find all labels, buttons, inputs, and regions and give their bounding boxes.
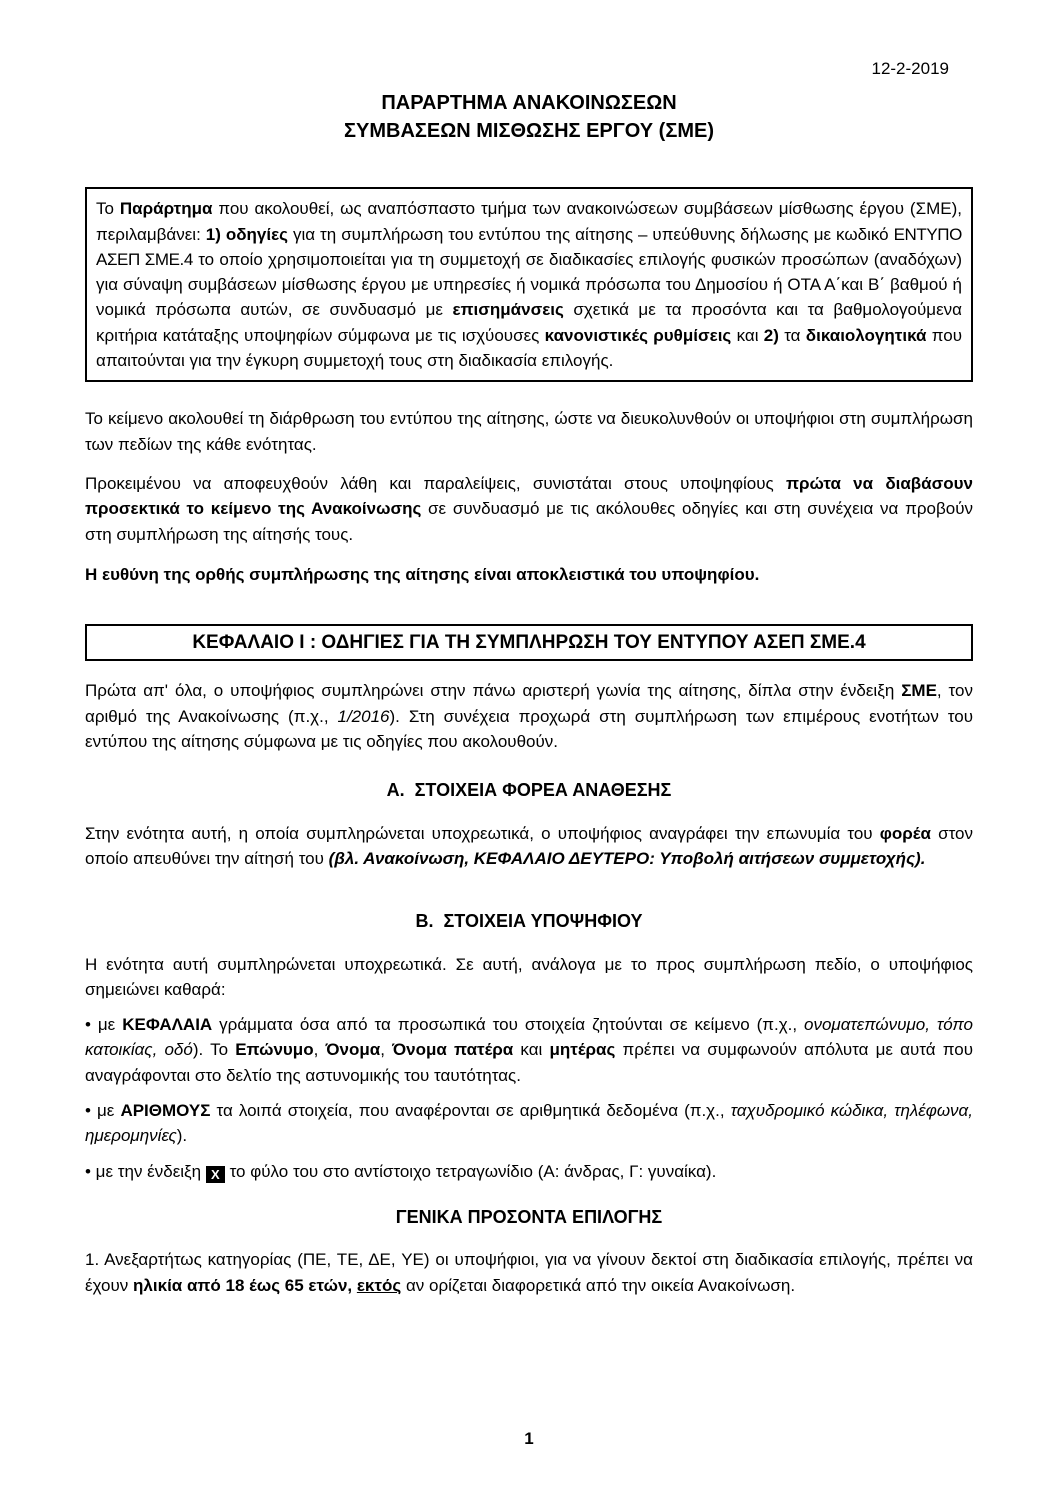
intro-box: [85, 187, 973, 382]
intro-box-text: Το Παράρτημα που ακολουθεί, ως αναπόσπαστο τμήμα των ανακοινώσεων συμβάσεων μίσθωσης έργου (ΣΜΕ), περιλαμβάνει: 1) οδηγίες για τη συμπλήρωση του εντύπου της αίτησης – υπεύθυνης δήλωσης με κωδικό ΕΝΤΥΠΟ ΑΣΕΠ ΣΜΕ.4 το οποίο χρησιμοποιείται για τη συμμετοχή σε διαδικασίες επιλογής φυσικών προσώπων (αναδόχων) για σύναψη συμβάσεων μίσθωσης έργου με υπηρεσίες ή νομικά πρόσωπα του Δημοσίου ή ΟΤΑ Α΄και Β΄ βαθμού ή νομικά πρόσωπα αυτών, σε συνδυασμό με επισημάνσεις σχετικά με τα προσόντα και τα βαθμολογούμενα κριτήρια κατάταξης υποψηφίων σύμφωνα με τις ισχύουσες κανονιστικές ρυθμίσεις και 2) τα δικαιολογητικά που απαιτούνται για την έγκυρη συμμετοχή τους στη διαδικασία επιλογής.: [96, 199, 963, 371]
paragraph-responsibility: Η ευθύνη της ορθής συμπλήρωσης της αίτησης είναι αποκλειστικά του υποψηφίου.: [85, 564, 760, 584]
page-number: 1: [524, 1428, 534, 1448]
checked-box-icon: X: [206, 1166, 225, 1183]
section-b-bullet-gender: • με την ένδειξη X το φύλο του στο αντίστοιχο τετραγωνίδιο (Α: άνδρας, Γ: γυναίκα).: [85, 1161, 717, 1182]
section-a-body: Στην ενότητα αυτή, η οποία συμπληρώνεται υποχρεωτικά, ο υποψήφιος αναγράφει την επωνυμία του φορέα στον οποίο απευθύνει την αίτησή του (βλ. Ανακοίνωση, ΚΕΦΑΛΑΙΟ ΔΕΥΤΕΡΟ: Υποβολή αιτήσεων συμμετοχής).: [85, 823, 973, 868]
document-title-line1: ΠΑΡΑΡΤΗΜΑ ΑΝΑΚΟΙΝΩΣΕΩΝ: [381, 92, 677, 115]
general-qualifications-item1: 1. Ανεξαρτήτως κατηγορίας (ΠΕ, ΤΕ, ΔΕ, ΥΕ) οι υποψήφιοι, για να γίνουν δεκτοί στη διαδικασία επιλογής, πρέπει να έχουν ηλικία από 18 έως 65 ετών, εκτός αν ορίζεται διαφορετικά από την οικεία Ανακοίνωση.: [85, 1250, 973, 1295]
chapter1-intro: Πρώτα απ' όλα, ο υποψήφιος συμπληρώνει στην πάνω αριστερή γωνία της αίτησης, δίπλα στην ένδειξη ΣΜΕ, τον αριθμό της Ανακοίνωσης (π.χ., 1/2016). Στη συνέχεια προχωρά στη συμπλήρωση των επιμέρους ενοτήτων του εντύπου της αίτησης σύμφωνα με τις οδηγίες που ακολουθούν.: [85, 681, 973, 752]
paragraph-structure-note: Το κείμενο ακολουθεί τη διάρθρωση του εντύπου της αίτησης, ώστε να διευκολυνθούν οι υποψήφιοι στη συμπλήρωση των πεδίων της κάθε ενότητας.: [85, 409, 973, 454]
general-qualifications-heading: ΓΕΝΙΚΑ ΠΡΟΣΟΝΤΑ ΕΠΙΛΟΓΗΣ: [395, 1206, 663, 1227]
chapter1-heading: ΚΕΦΑΛΑΙΟ Ι : ΟΔΗΓΙΕΣ ΓΙΑ ΤΗ ΣΥΜΠΛΗΡΩΣΗ ΤΟΥ ΕΝΤΥΠΟΥ ΑΣΕΠ ΣΜΕ.4: [192, 632, 866, 654]
section-b-bullet-capitals: • με ΚΕΦΑΛΑΙΑ γράμματα όσα από τα προσωπικά του στοιχεία ζητούνται σε κείμενο (π.χ., ονοματεπώνυμο, τόπο κατοικίας, οδό). Το Επώνυμο, Όνομα, Όνομα πατέρα και μητέρας πρέπει να συμφωνούν απόλυτα με αυτά που αναγράφονται στο δελτίο της αστυνομικής του ταυτότητας.: [85, 1015, 974, 1085]
document-title-line2: ΣΥΜΒΑΣΕΩΝ ΜΙΣΘΩΣΗΣ ΕΡΓΟΥ (ΣΜΕ): [344, 120, 714, 143]
section-b-bullet-numbers: • με ΑΡΙΘΜΟΥΣ τα λοιπά στοιχεία, που αναφέρονται σε αριθμητικά δεδομένα (π.χ., ταχυδρομικό κώδικα, τηλέφωνα, ημερομηνίες).: [85, 1101, 973, 1146]
chapter1-heading-box: [85, 624, 973, 661]
document-date: 12-2-2019: [871, 59, 949, 78]
paragraph-advice: Προκειμένου να αποφευχθούν λάθη και παραλείψεις, συνιστάται στους υποψηφίους πρώτα να διαβάσουν προσεκτικά το κείμενο της Ανακοίνωσης σε συνδυασμό με τις ακόλουθες οδηγίες και στη συνέχεια να προβούν στη συμπλήρωση της αίτησής τους.: [85, 473, 973, 544]
section-b-intro: Η ενότητα αυτή συμπληρώνεται υποχρεωτικά. Σε αυτή, ανάλογα με το προς συμπλήρωση πεδίο, ο υποψήφιος σημειώνει καθαρά:: [85, 954, 973, 999]
document-title: [85, 89, 973, 145]
section-a-heading: Α. ΣΤΟΙΧΕΙΑ ΦΟΡΕΑ ΑΝΑΘΕΣΗΣ: [386, 780, 672, 801]
section-b-heading: Β. ΣΤΟΙΧΕΙΑ ΥΠΟΨΗΦΙΟΥ: [415, 911, 643, 932]
